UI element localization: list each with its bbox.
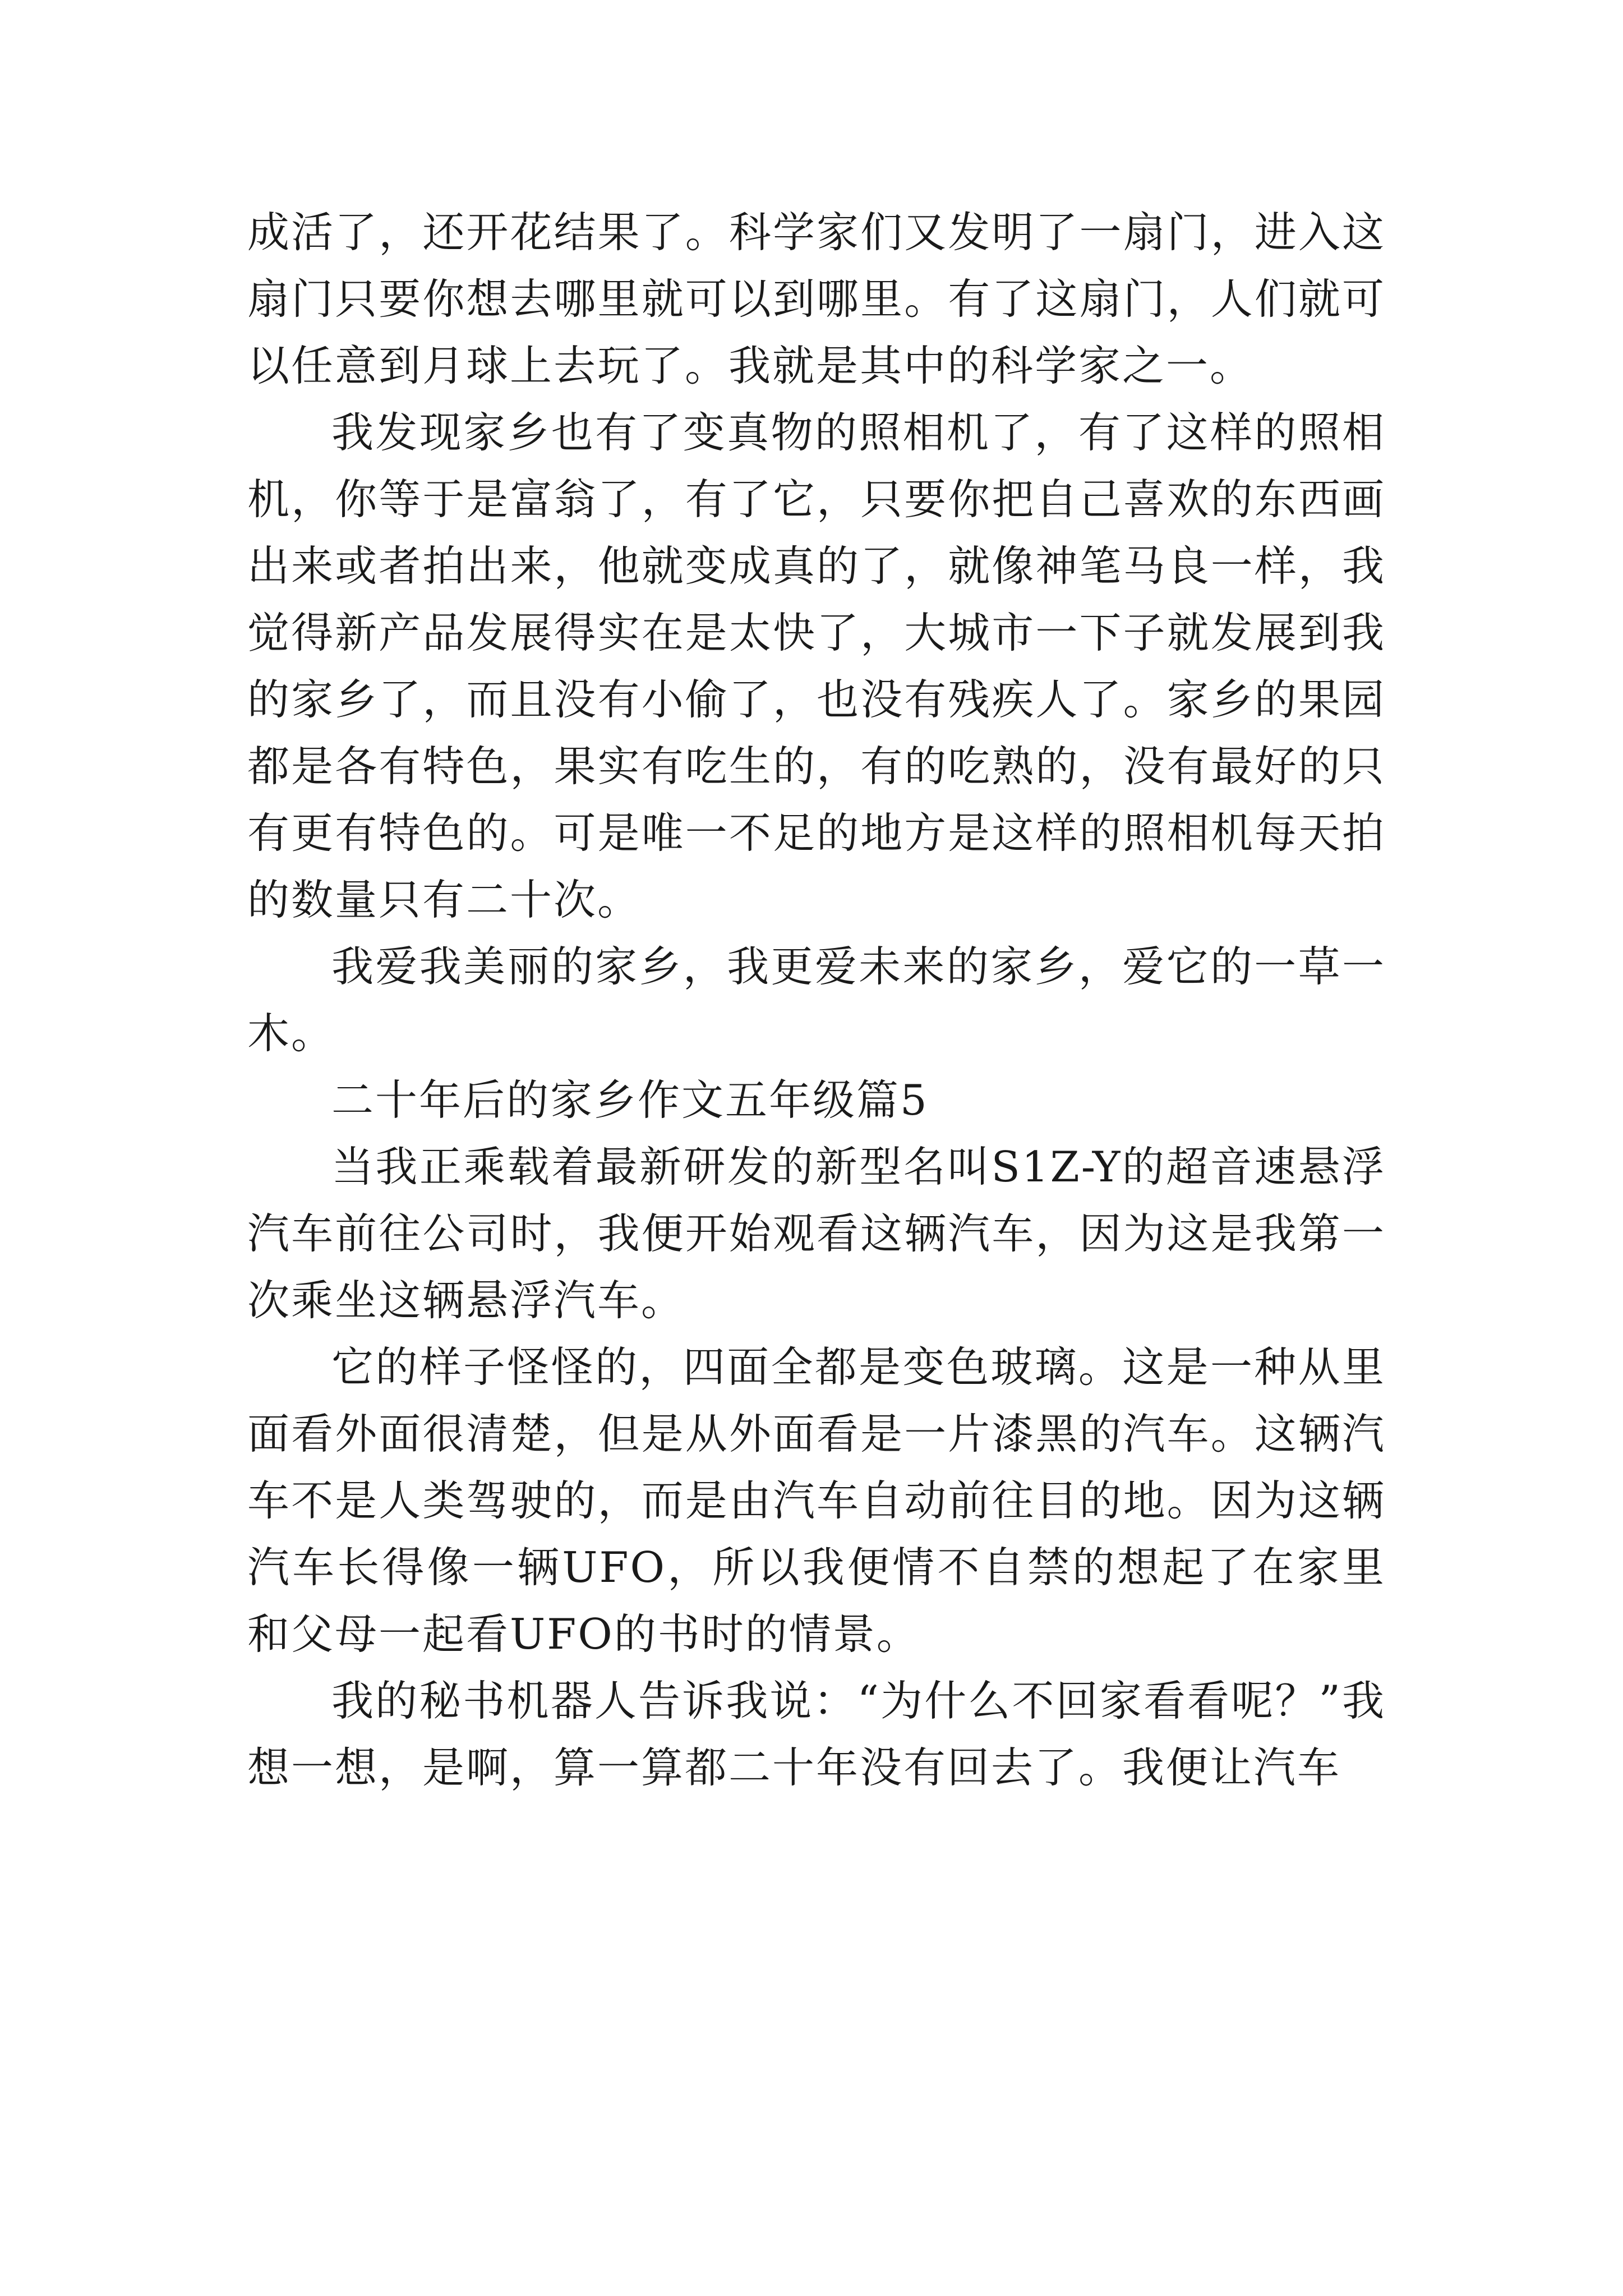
paragraph-3: 我爱我美丽的家乡，我更爱未来的家乡，爱它的一草一木。 [247,942,1386,1058]
document-body [247,199,1386,1801]
paragraph-4: 当我正乘载着最新研发的新型名叫S1Z-Y的超音速悬浮汽车前往公司时，我便开始观看这辆汽车，因为这是我第一次乘坐这辆悬浮汽车。 [247,1142,1386,1325]
paragraph-5: 它的样子怪怪的，四面全都是变色玻璃。这是一种从里面看外面很清楚，但是从外面看是一片漆黑的汽车。这辆汽车不是人类驾驶的，而是由汽车自动前往目的地。因为这辆汽车长得像一辆UFO，所以我便情不自禁的想起了在家里和父母一起看UFO的书时的情景。 [247,1342,1386,1659]
paragraph-1: 成活了，还开花结果了。科学家们又发明了一扇门，进入这扇门只要你想去哪里就可以到哪里。有了这扇门，人们就可以任意到月球上去玩了。我就是其中的科学家之一。 [247,208,1386,390]
section-heading: 二十年后的家乡作文五年级篇5 [331,1075,929,1125]
paragraph-2: 我发现家乡也有了变真物的照相机了，有了这样的照相机，你等于是富翁了，有了它，只要你把自己喜欢的东西画出来或者拍出来，他就变成真的了，就像神笔马良一样，我觉得新产品发展得实在是太快了，大城市一下子就发展到我的家乡了，而且没有小偷了，也没有残疾人了。家乡的果园都是各有特色，果实有吃生的，有的吃熟的，没有最好的只有更有特色的。可是唯一不足的地方是这样的照相机每天拍的数量只有二十次。 [247,408,1386,924]
paragraph-6: 我的秘书机器人告诉我说：“为什么不回家看看呢？”我想一想，是啊，算一算都二十年没有回去了。我便让汽车 [247,1676,1386,1792]
